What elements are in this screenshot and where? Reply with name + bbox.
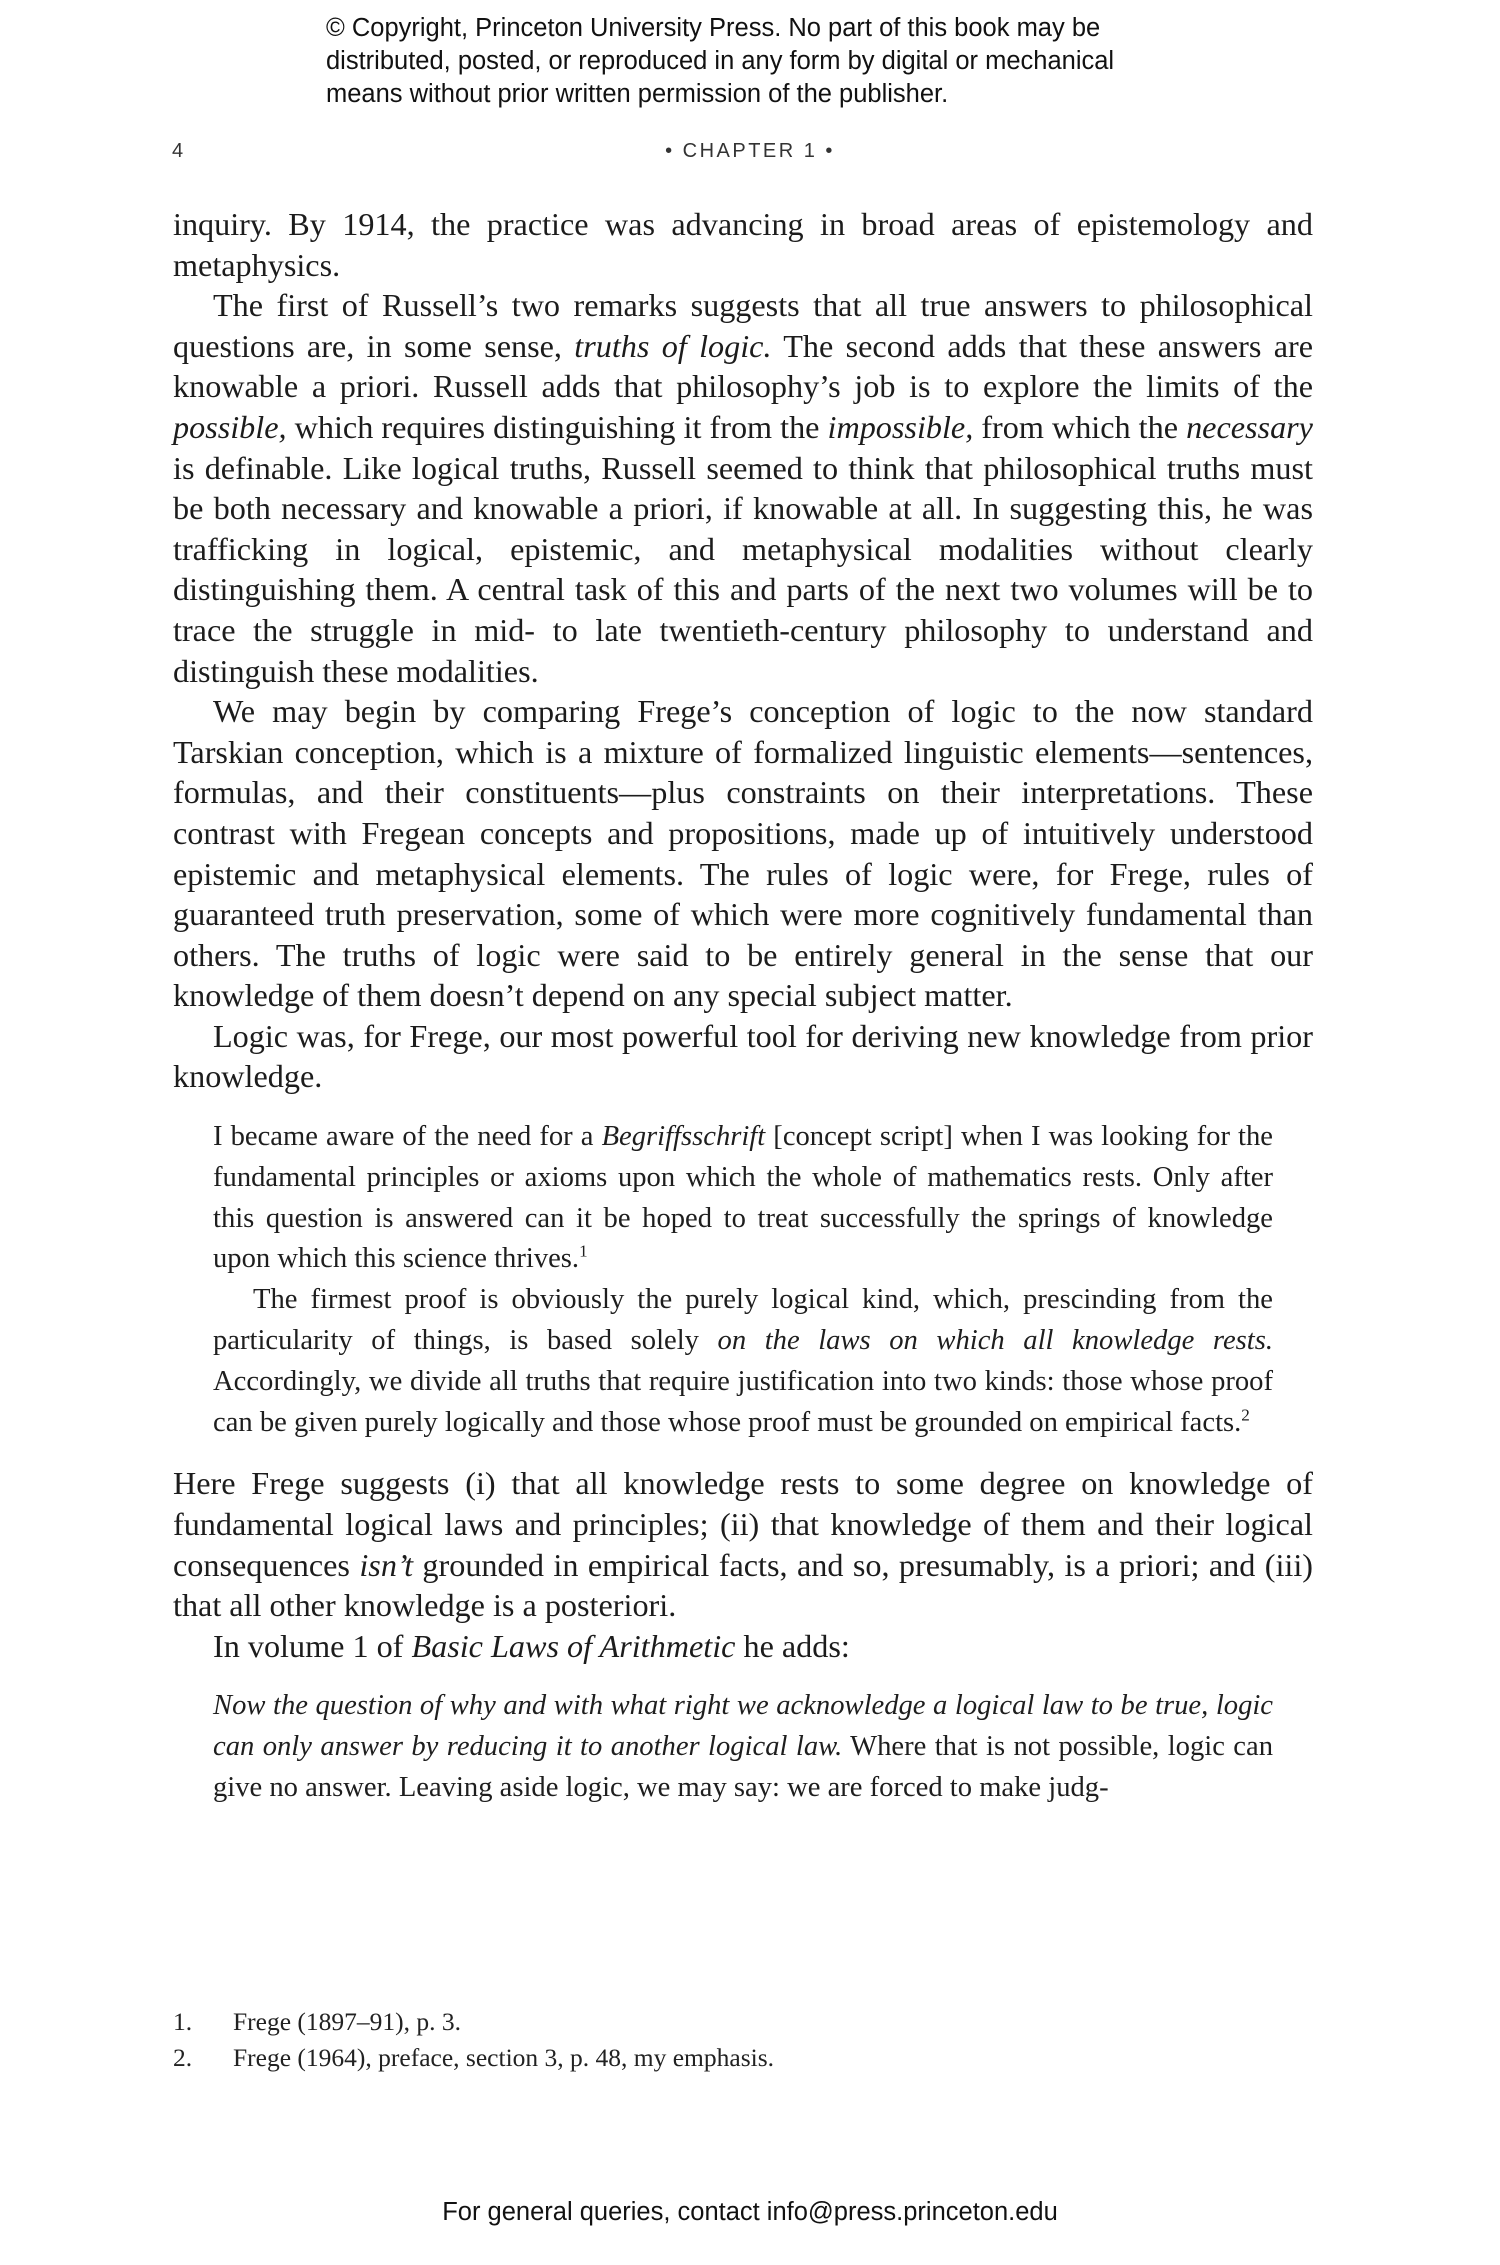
footnote-1-number: 1. [173,2007,193,2036]
block-quote-2 [213,1686,1273,1808]
quote-1 [213,1117,1273,1280]
block-quote-1 [213,1117,1273,1443]
footnote-2 [173,2040,1313,2076]
footnote-2-number: 2. [173,2043,193,2072]
q1-text-1: I became aware of the need for a [213,1121,602,1153]
q2-emphasis: on the laws on which all knowledge rests. [717,1325,1273,1357]
p2-text-5: is definable. Like logical truths, Russell seemed to think that philosophical truths must be both necessary and knowable a priori, if knowable at all. In suggesting this, he was trafficking in logical, epistemic, and metaphysical modalities without clearly distinguishing them. A central task of this and parts of the next two volumes will be to trace the struggle in mid- to late twentieth-century philosophy to understand and distinguish these modalities. [173,449,1313,689]
contact-footer: For general queries, contact info@press.princeton.edu [442,2198,1058,2226]
q1-emphasis: Begriffsschrift [601,1121,766,1153]
quote-2 [213,1280,1273,1443]
q2-text-1: The firmest proof is obviously the purely logical kind, which, prescinding from the particularity of things, is based solely [213,1284,1273,1357]
footnote-ref-2[interactable]: 2 [1241,1405,1250,1425]
p2-text-4: from which the [973,408,1187,445]
q3-emphasis: Now the question of why and with what right we acknowledge a logical law to be true, logic can only answer by reducing it to another logical law. [213,1690,1273,1763]
copyright-notice [326,12,1266,111]
p5-text-2: grounded in empirical facts, and so, presumably, is a priori; and (iii) that all other knowledge is a posteriori. [173,1546,1313,1624]
main-text [173,204,1313,1829]
p2-emphasis-2: possible, [173,408,287,445]
paragraph-5 [173,1463,1313,1625]
p2-emphasis-3: impossible, [827,408,974,445]
copyright-line-2: distributed, posted, or reproduced in any form by digital or mechanical [326,47,1115,75]
p6-text-2: he adds: [735,1627,850,1664]
copyright-line-3: means without prior written permission of the publisher. [326,80,949,108]
p6-text-1: In volume 1 of [213,1627,412,1664]
paragraph-2 [173,285,1313,691]
quote-3 [213,1686,1273,1808]
footnote-ref-1[interactable]: 1 [579,1242,588,1262]
q2-text-2: Accordingly, we divide all truths that require justification into two kinds: those whose proof can be given purely logically and those whose proof must be grounded on empirical facts. [213,1365,1273,1438]
footnote-2-text: Frege (1964), preface, section 3, p. 48, my emphasis. [233,2043,775,2072]
p5-text-1: Here Frege suggests (i) that all knowledge rests to some degree on knowledge of fundamental logical laws and principles; (ii) that knowledge of them and their logical consequences [173,1465,1313,1583]
p2-text-3: which requires distinguishing it from the [286,408,828,445]
book-title: Basic Laws of Arithmetic [411,1627,736,1664]
p2-emphasis-4: necessary [1186,408,1313,445]
p2-emphasis-1: truths of logic. [574,327,772,364]
footnotes [173,2004,1313,2076]
paragraph-6 [173,1626,1313,1667]
paragraph-4: Logic was, for Frege, our most powerful tool for deriving new knowledge from prior knowledge. [173,1017,1313,1095]
q1-text-2: [concept script] when I was looking for the fundamental principles or axioms upon which the whole of mathematics rests. Only after this question is answered can it be hoped to treat successfully the springs of knowledge upon which this science thrives. [213,1121,1273,1275]
p5-emphasis: isn’t [359,1546,414,1583]
p2-text-2: The second adds that these answers are knowable a priori. Russell adds that philosophy’s job is to explore the limits of the [173,327,1313,405]
p2-text-1: The first of Russell’s two remarks suggests that all true answers to philosophical questions are, in some sense, [173,287,1313,364]
paragraph-3: We may begin by comparing Frege’s conception of logic to the now standard Tarskian conception, which is a mixture of formalized linguistic elements—sentences, formulas, and their constituents—plus constraints on their interpretations. These contrast with Fregean concepts and propositions, made up of intuitively understood epistemic and metaphysical elements. The rules of logic were, for Frege, rules of guaranteed truth preservation, some of which were more cognitively fundamental than others. The truths of logic were said to be entirely general in the sense that our knowledge of them doesn’t depend on any special subject matter. [173,693,1313,1014]
footnote-1 [173,2004,1313,2040]
q3-text: Where that is not possible, logic can give no answer. Leaving aside logic, we may say: we are forced to make judg- [213,1731,1273,1803]
running-head: • CHAPTER 1 • [665,140,835,162]
copyright-line-1: © Copyright, Princeton University Press. No part of this book may be [326,14,1101,42]
page-number: 4 [172,140,184,162]
footnote-1-text: Frege (1897–91), p. 3. [233,2007,462,2036]
paragraph-1: inquiry. By 1914, the practice was advancing in broad areas of epistemology and metaphysics. [173,206,1313,283]
